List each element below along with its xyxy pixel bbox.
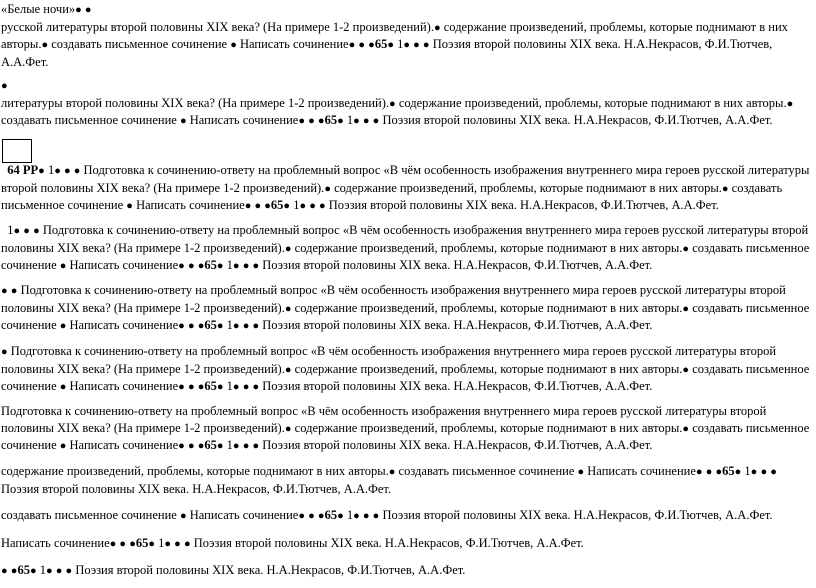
paragraph-white-nights: «Белые ночи»● ● русской литературы второй половины XIX века? (На примере 1-2 произведений).● содержание произведений, проблемы, которые поднимают в них авторы.● создавать письменное сочинение ● Написать сочинение● ● ●65● 1● ● ● Поэзия второй половины XIX века. Н.А.Некрасов, Ф.И.Тютчев, А.А.Фет. [1, 2, 788, 69]
checkbox[interactable] [2, 139, 32, 163]
paragraph-64-rr: 64 РР● 1● ● ● Подготовка к сочинению-ответу на проблемный вопрос «В чём особенность изображения внутреннего мира героев русской литературы второй половины XIX века? (На примере 1-2 произведений).● содержание произведений, проблемы, которые поднимают в них авторы.● создавать письменное сочинение ● Написать сочинение● ● ●65● 1● ● ● Поэзия второй половины XIX века. Н.А.Некрасов, Ф.И.Тютчев, А.А.Фет. [1, 163, 810, 212]
paragraph-6: ● Подготовка к сочинению-ответу на проблемный вопрос «В чём особенность изображения внутреннего мира героев русской литературы второй половины XIX века? (На примере 1-2 произведений).● содержание произведений, проблемы, которые поднимают в них авторы.● создавать письменное сочинение ● Написать сочинение● ● ●65● 1● ● ● Поэзия второй половины XIX века. Н.А.Некрасов, Ф.И.Тютчев, А.А.Фет. [1, 344, 810, 393]
paragraph-10: Написать сочинение● ● ●65● 1● ● ● Поэзия второй половины XIX века. Н.А.Некрасов, Ф.И.Тютчев, А.А.Фет. [1, 536, 584, 550]
paragraph-11: ● ●65● 1● ● ● Поэзия второй половины XIX века. Н.А.Некрасов, Ф.И.Тютчев, А.А.Фет. [1, 563, 466, 577]
paragraph-7: Подготовка к сочинению-ответу на проблемный вопрос «В чём особенность изображения внутреннего мира героев русской литературы второй половины XIX века? (На примере 1-2 произведений).● содержание произведений, проблемы, которые поднимают в них авторы.● создавать письменное сочинение ● Написать сочинение● ● ●65● 1● ● ● Поэзия второй половины XIX века. Н.А.Некрасов, Ф.И.Тютчев, А.А.Фет. [1, 404, 810, 452]
paragraph-9: создавать письменное сочинение ● Написать сочинение● ● ●65● 1● ● ● Поэзия второй половины XIX века. Н.А.Некрасов, Ф.И.Тютчев, А.А.Фет. [1, 508, 773, 522]
paragraph-8: содержание произведений, проблемы, которые поднимают в них авторы.● создавать письменное сочинение ● Написать сочинение● ● ●65● 1● ● ● Поэзия второй половины XIX века. Н.А.Некрасов, Ф.И.Тютчев, А.А.Фет. [1, 464, 777, 496]
lesson-head: 64 РР [7, 163, 39, 177]
work-title: «Белые ночи» [1, 2, 76, 16]
paragraph-2: ● литературы второй половины XIX века? (На примере 1-2 произведений).● содержание произведений, проблемы, которые поднимают в них авторы.● создавать письменное сочинение ● Написать сочинение● ● ●65● 1● ● ● Поэзия второй половины XIX века. Н.А.Некрасов, Ф.И.Тютчев, А.А.Фет. [1, 80, 794, 127]
paragraph-4: 1● ● ● Подготовка к сочинению-ответу на проблемный вопрос «В чём особенность изображения внутреннего мира героев русской литературы второй половины XIX века? (На примере 1-2 произведений).● содержание произведений, проблемы, которые поднимают в них авторы.● создавать письменное сочинение ● Написать сочинение● ● ●65● 1● ● ● Поэзия второй половины XIX века. Н.А.Некрасов, Ф.И.Тютчев, А.А.Фет. [1, 223, 810, 272]
lesson-number: 65 [374, 37, 388, 51]
paragraph-5: ● ● Подготовка к сочинению-ответу на проблемный вопрос «В чём особенность изображения внутреннего мира героев русской литературы второй половины XIX века? (На примере 1-2 произведений).● содержание произведений, проблемы, которые поднимают в них авторы.● создавать письменное сочинение ● Написать сочинение● ● ●65● 1● ● ● Поэзия второй половины XIX века. Н.А.Некрасов, Ф.И.Тютчев, А.А.Фет. [1, 283, 810, 332]
